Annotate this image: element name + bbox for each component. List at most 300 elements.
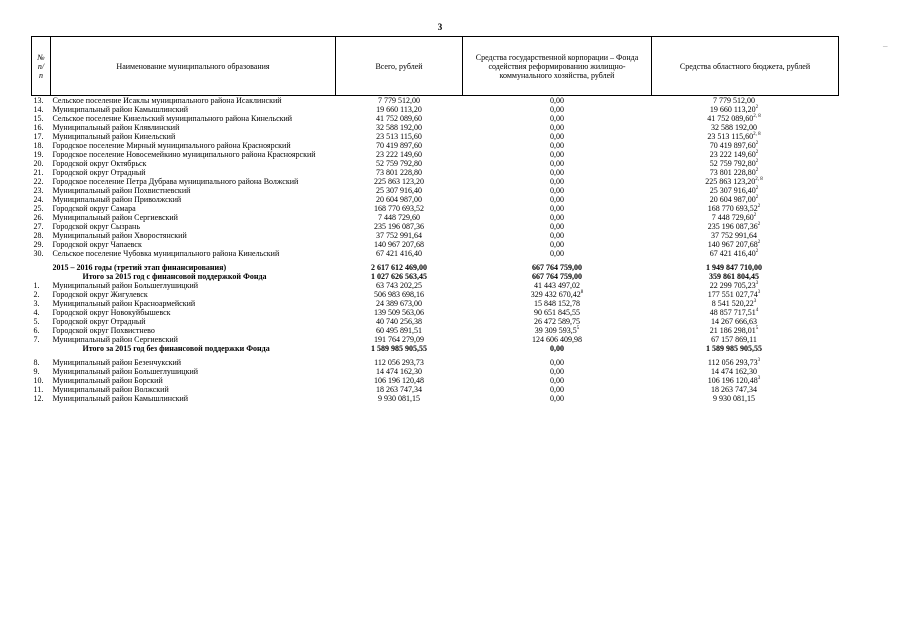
row-number <box>32 272 51 281</box>
row-fund-text: 15 848 152,78 <box>534 299 580 308</box>
row-total-text: 52 759 792,80 <box>376 159 422 168</box>
row-regional <box>652 123 839 132</box>
row-number-text: 24. <box>33 195 44 204</box>
row-total <box>336 240 463 249</box>
row-municipality-text: Муниципальный район Безенчукский <box>52 358 182 367</box>
row-number-text: 30. <box>33 249 44 258</box>
row-municipality <box>51 290 336 299</box>
row-regional <box>652 272 839 281</box>
table-row <box>32 186 839 195</box>
row-regional-text: 14 267 666,63 <box>711 317 757 326</box>
table-row <box>32 150 839 159</box>
row-number-text: 9. <box>33 367 40 376</box>
footnote-mark: 3 <box>757 358 761 363</box>
row-regional <box>652 132 839 141</box>
row-fund-text: 0,00 <box>550 385 564 394</box>
row-regional <box>652 385 839 394</box>
row-total-text: 24 389 673,00 <box>376 299 422 308</box>
row-regional <box>652 168 839 177</box>
row-municipality <box>51 367 336 376</box>
row-fund <box>463 204 652 213</box>
row-regional <box>652 344 839 353</box>
row-municipality <box>51 186 336 195</box>
row-number <box>32 299 51 308</box>
table-row <box>32 281 839 290</box>
row-regional <box>652 96 839 106</box>
row-fund <box>463 335 652 344</box>
row-fund <box>463 376 652 385</box>
row-regional-text: 1 949 847 710,00 <box>706 263 762 272</box>
row-fund <box>463 222 652 231</box>
row-total <box>336 281 463 290</box>
row-municipality <box>51 335 336 344</box>
row-regional <box>652 195 839 204</box>
table-row <box>32 258 839 272</box>
row-total <box>336 353 463 367</box>
row-number-text: 15. <box>33 114 44 123</box>
row-fund-text: 0,00 <box>550 394 564 403</box>
row-total <box>336 96 463 106</box>
row-regional-text: 23 222 149,60 <box>709 150 756 159</box>
row-fund <box>463 308 652 317</box>
row-total <box>336 326 463 335</box>
row-municipality-text: Городское поселение Мирный муниципального района Красноярский <box>52 141 291 150</box>
row-municipality <box>51 168 336 177</box>
row-number-text: 6. <box>33 326 40 335</box>
row-regional-text: 22 299 705,23 <box>709 281 756 290</box>
footnote-mark: 2 <box>755 159 759 164</box>
row-total-text: 70 419 897,60 <box>376 141 422 150</box>
row-regional-text: 106 196 120,48 <box>707 376 758 385</box>
row-municipality-text: Городской округ Сызрань <box>52 222 140 231</box>
row-regional <box>652 159 839 168</box>
row-municipality <box>51 141 336 150</box>
footnote-mark: 5 <box>576 326 580 331</box>
row-regional <box>652 299 839 308</box>
row-total <box>336 168 463 177</box>
row-number <box>32 168 51 177</box>
row-fund <box>463 195 652 204</box>
row-number <box>32 132 51 141</box>
table-row <box>32 159 839 168</box>
row-fund-text: 0,00 <box>550 177 564 186</box>
row-number <box>32 150 51 159</box>
row-municipality-text: Муниципальный район Камышлинский <box>52 105 189 114</box>
financing-table <box>31 36 839 403</box>
row-total <box>336 272 463 281</box>
table-row <box>32 326 839 335</box>
row-number <box>32 222 51 231</box>
footnote-mark: 8 <box>580 290 584 295</box>
table-row <box>32 317 839 326</box>
row-number <box>32 195 51 204</box>
row-number <box>32 344 51 353</box>
row-municipality <box>51 213 336 222</box>
row-total <box>336 132 463 141</box>
table-row <box>32 308 839 317</box>
row-fund-text: 0,00 <box>550 367 564 376</box>
row-number <box>32 177 51 186</box>
row-number <box>32 394 51 403</box>
row-fund <box>463 168 652 177</box>
row-regional-text: 21 186 298,01 <box>709 326 756 335</box>
row-regional-text: 112 056 293,73 <box>707 358 758 367</box>
row-fund <box>463 96 652 106</box>
row-number-text: 29. <box>33 240 44 249</box>
row-municipality-text: Городской округ Отрадный <box>52 168 146 177</box>
row-regional-text: 25 307 916,40 <box>709 186 756 195</box>
row-regional-text: 14 474 162,30 <box>711 367 757 376</box>
row-fund <box>463 105 652 114</box>
row-regional <box>652 177 839 186</box>
row-regional <box>652 240 839 249</box>
row-total-text: 506 983 698,16 <box>374 290 424 299</box>
row-number <box>32 376 51 385</box>
row-number-text: 27. <box>33 222 44 231</box>
table-row <box>32 353 839 367</box>
row-municipality-text: Итого за 2015 год без финансовой поддержки Фонда <box>82 344 270 353</box>
table-row <box>32 344 839 353</box>
row-municipality-text: Муниципальный район Сергиевский <box>52 335 178 344</box>
row-number-text: 17. <box>33 132 44 141</box>
table-header-row <box>32 37 839 96</box>
row-number-text: 21. <box>33 168 44 177</box>
row-fund-text: 0,00 <box>550 141 564 150</box>
row-municipality-text: Муниципальный район Клявлинский <box>52 123 180 132</box>
row-number-text: 26. <box>33 213 44 222</box>
footnote-mark: 2 <box>755 186 759 191</box>
row-fund-text: 39 309 593,5 <box>534 326 577 335</box>
row-municipality <box>51 240 336 249</box>
row-total <box>336 141 463 150</box>
row-municipality <box>51 376 336 385</box>
table-row <box>32 231 839 240</box>
row-municipality-text: Городской округ Чапаевск <box>52 240 142 249</box>
row-number <box>32 290 51 299</box>
row-total <box>336 249 463 258</box>
footnote-mark: 2, 8 <box>753 132 761 137</box>
table-row <box>32 249 839 258</box>
row-total-text: 139 509 563,06 <box>374 308 424 317</box>
table-row <box>32 114 839 123</box>
row-regional-text: 235 196 087,36 <box>707 222 758 231</box>
row-fund-text: 667 764 759,00 <box>532 272 582 281</box>
row-municipality-text: Муниципальный район Красноармейский <box>52 299 196 308</box>
row-fund-text: 26 472 589,75 <box>534 317 580 326</box>
row-fund <box>463 114 652 123</box>
row-total-text: 37 752 991,64 <box>376 231 422 240</box>
row-fund-text: 0,00 <box>550 186 564 195</box>
footnote-mark: 3 <box>757 376 761 381</box>
row-regional <box>652 326 839 335</box>
row-number-text: 2. <box>33 290 40 299</box>
row-total <box>336 335 463 344</box>
table-row <box>32 141 839 150</box>
row-total-text: 20 604 987,00 <box>376 195 422 204</box>
row-municipality-text: Муниципальный район Борский <box>52 376 163 385</box>
row-fund-text: 0,00 <box>550 123 564 132</box>
row-total <box>336 159 463 168</box>
row-regional-text: 8 541 520,22 <box>711 299 754 308</box>
row-number <box>32 308 51 317</box>
row-municipality-text: Городской округ Самара <box>52 204 136 213</box>
row-fund <box>463 299 652 308</box>
footnote-mark: 2 <box>755 141 759 146</box>
row-fund <box>463 353 652 367</box>
row-total <box>336 290 463 299</box>
row-total <box>336 367 463 376</box>
table-row <box>32 123 839 132</box>
row-municipality <box>51 177 336 186</box>
row-municipality <box>51 317 336 326</box>
row-total-text: 60 495 891,51 <box>376 326 422 335</box>
row-fund-text: 0,00 <box>550 114 564 123</box>
row-fund <box>463 317 652 326</box>
row-fund-text: 0,00 <box>550 249 564 258</box>
row-regional <box>652 317 839 326</box>
table-row <box>32 240 839 249</box>
row-fund-text: 0,00 <box>550 159 564 168</box>
table-row <box>32 177 839 186</box>
row-total-text: 14 474 162,30 <box>376 367 422 376</box>
row-fund-text: 0,00 <box>550 96 564 105</box>
row-fund-text: 90 651 845,55 <box>534 308 580 317</box>
row-regional <box>652 249 839 258</box>
row-number-text: 13. <box>33 96 44 105</box>
header-total: Всего, рублей <box>336 37 463 96</box>
row-regional <box>652 231 839 240</box>
row-fund-text: 0,00 <box>550 195 564 204</box>
row-total <box>336 299 463 308</box>
row-municipality <box>51 231 336 240</box>
row-number <box>32 213 51 222</box>
row-fund <box>463 231 652 240</box>
row-municipality <box>51 159 336 168</box>
row-number-text: 11. <box>33 385 44 394</box>
row-fund <box>463 132 652 141</box>
footnote-mark: 3 <box>753 299 757 304</box>
row-municipality-text: Городской округ Новокуйбышевск <box>52 308 171 317</box>
row-number <box>32 385 51 394</box>
row-fund-text: 124 606 409,98 <box>532 335 582 344</box>
row-total <box>336 195 463 204</box>
row-regional-text: 52 759 792,80 <box>709 159 756 168</box>
table-row <box>32 376 839 385</box>
row-fund <box>463 150 652 159</box>
footnote-mark: 2 <box>757 222 761 227</box>
table-body <box>32 96 839 404</box>
header-fund: Средства государственной корпорации – Фонда содействия реформированию жилищно-коммунального хозяйства, рублей <box>463 37 652 96</box>
row-total-text: 225 863 123,20 <box>374 177 424 186</box>
row-fund <box>463 385 652 394</box>
row-number <box>32 96 51 106</box>
row-municipality-text: Городской округ Похвистнево <box>52 326 155 335</box>
row-total <box>336 308 463 317</box>
row-total-text: 67 421 416,40 <box>376 249 422 258</box>
row-number-text: 19. <box>33 150 44 159</box>
row-total <box>336 213 463 222</box>
row-number <box>32 317 51 326</box>
row-number <box>32 114 51 123</box>
row-regional-text: 67 421 416,40 <box>709 249 756 258</box>
row-regional <box>652 281 839 290</box>
row-total <box>336 105 463 114</box>
header-municipality: Наименование муниципального образования <box>51 37 336 96</box>
row-municipality <box>51 299 336 308</box>
footnote-mark: 5 <box>755 326 759 331</box>
footnote-mark: 2 <box>755 249 759 254</box>
row-municipality-text: Городское поселение Новосемейкино муниципального района Красноярский <box>52 150 316 159</box>
row-regional <box>652 353 839 367</box>
table-row <box>32 213 839 222</box>
row-total-text: 73 801 228,80 <box>376 168 422 177</box>
row-fund-text: 41 443 497,02 <box>534 281 580 290</box>
footnote-mark: 2, 8 <box>755 177 763 182</box>
row-total-text: 7 448 729,60 <box>378 213 420 222</box>
row-fund-text: 0,00 <box>550 231 564 240</box>
row-fund <box>463 258 652 272</box>
row-municipality-text: Муниципальный район Похвистневский <box>52 186 191 195</box>
row-municipality <box>51 258 336 272</box>
row-municipality <box>51 308 336 317</box>
row-number <box>32 141 51 150</box>
row-total-text: 2 617 612 469,00 <box>371 263 427 272</box>
row-total <box>336 394 463 403</box>
row-total-text: 191 764 279,09 <box>374 335 424 344</box>
row-fund <box>463 281 652 290</box>
table-row <box>32 195 839 204</box>
row-fund-text: 0,00 <box>550 222 564 231</box>
row-municipality-text: Муниципальный район Хворостянский <box>52 231 187 240</box>
footnote-mark: 2 <box>755 150 759 155</box>
row-number-text: 14. <box>33 105 44 114</box>
row-regional-text: 9 930 081,15 <box>713 394 755 403</box>
row-total-text: 140 967 207,68 <box>374 240 424 249</box>
row-regional-text: 177 551 027,74 <box>707 290 758 299</box>
row-number <box>32 159 51 168</box>
row-total-text: 23 513 115,60 <box>376 132 422 141</box>
row-fund <box>463 272 652 281</box>
row-municipality <box>51 123 336 132</box>
row-regional <box>652 308 839 317</box>
row-number <box>32 186 51 195</box>
row-municipality <box>51 132 336 141</box>
row-total-text: 112 056 293,73 <box>374 358 424 367</box>
row-municipality <box>51 272 336 281</box>
row-regional-text: 7 779 512,00 <box>713 96 755 105</box>
row-municipality-text: Муниципальный район Большеглушицкий <box>52 367 199 376</box>
table-row <box>32 272 839 281</box>
row-number <box>32 123 51 132</box>
row-regional-text: 140 967 207,68 <box>707 240 758 249</box>
row-municipality <box>51 249 336 258</box>
row-total-text: 1 027 626 563,45 <box>371 272 427 281</box>
row-municipality-text: Городской округ Октябрьск <box>52 159 147 168</box>
row-fund <box>463 213 652 222</box>
row-fund-text: 0,00 <box>550 376 564 385</box>
row-regional-text: 18 263 747,34 <box>711 385 757 394</box>
row-municipality-text: 2015 – 2016 годы (третий этап финансирования) <box>52 263 227 272</box>
table-row <box>32 385 839 394</box>
table-row <box>32 222 839 231</box>
row-total <box>336 376 463 385</box>
row-number-text: 10. <box>33 376 44 385</box>
row-regional-text: 67 157 869,11 <box>711 335 757 344</box>
row-total-text: 19 660 113,20 <box>376 105 422 114</box>
footnote-mark: 4 <box>755 308 759 313</box>
row-number-text: 25. <box>33 204 44 213</box>
row-number <box>32 240 51 249</box>
row-fund <box>463 186 652 195</box>
row-fund <box>463 123 652 132</box>
row-municipality-text: Муниципальный район Волжский <box>52 385 169 394</box>
margin-mark: – <box>883 41 888 51</box>
row-regional <box>652 335 839 344</box>
table-row <box>32 290 839 299</box>
row-municipality-text: Муниципальный район Камышлинский <box>52 394 189 403</box>
footnote-mark: 3 <box>755 281 759 286</box>
row-number-text: 3. <box>33 299 40 308</box>
footnote-mark: 2 <box>755 195 759 200</box>
row-total <box>336 150 463 159</box>
row-total-text: 40 740 256,38 <box>376 317 422 326</box>
row-municipality-text: Муниципальный район Большеглушицкий <box>52 281 199 290</box>
row-regional-text: 225 863 123,20 <box>705 177 756 186</box>
row-number <box>32 105 51 114</box>
page-number: 3 <box>437 22 443 32</box>
table-row <box>32 96 839 106</box>
row-fund <box>463 290 652 299</box>
row-municipality-text: Муниципальный район Кинельский <box>52 132 176 141</box>
row-total-text: 25 307 916,40 <box>376 186 422 195</box>
row-total <box>336 114 463 123</box>
row-fund-text: 0,00 <box>550 240 564 249</box>
header-number: № п/п <box>32 37 51 96</box>
row-fund-text: 0,00 <box>550 105 564 114</box>
row-regional-text: 20 604 987,00 <box>709 195 756 204</box>
row-fund-text: 0,00 <box>550 168 564 177</box>
row-regional <box>652 367 839 376</box>
row-number <box>32 204 51 213</box>
row-number-text: 16. <box>33 123 44 132</box>
footnote-mark: 2 <box>757 240 761 245</box>
row-number <box>32 353 51 367</box>
row-regional-text: 7 448 729,60 <box>711 213 754 222</box>
row-total-text: 1 589 985 905,55 <box>371 344 427 353</box>
row-regional-text: 23 513 115,60 <box>707 132 754 141</box>
footnote-mark: 2 <box>755 105 759 110</box>
row-fund-text: 667 764 759,00 <box>532 263 582 272</box>
row-regional-text: 1 589 985 905,55 <box>706 344 762 353</box>
row-regional <box>652 114 839 123</box>
table-row <box>32 335 839 344</box>
row-regional <box>652 150 839 159</box>
row-fund <box>463 326 652 335</box>
row-fund-text: 0,00 <box>550 344 564 353</box>
row-municipality <box>51 204 336 213</box>
row-fund <box>463 240 652 249</box>
row-regional <box>652 186 839 195</box>
row-number-text: 4. <box>33 308 40 317</box>
row-number-text: 1. <box>33 281 40 290</box>
row-number-text: 18. <box>33 141 44 150</box>
row-regional <box>652 213 839 222</box>
row-number-text: 7. <box>33 335 40 344</box>
row-total <box>336 186 463 195</box>
row-regional-text: 168 770 693,52 <box>707 204 758 213</box>
row-number <box>32 249 51 258</box>
row-municipality <box>51 385 336 394</box>
